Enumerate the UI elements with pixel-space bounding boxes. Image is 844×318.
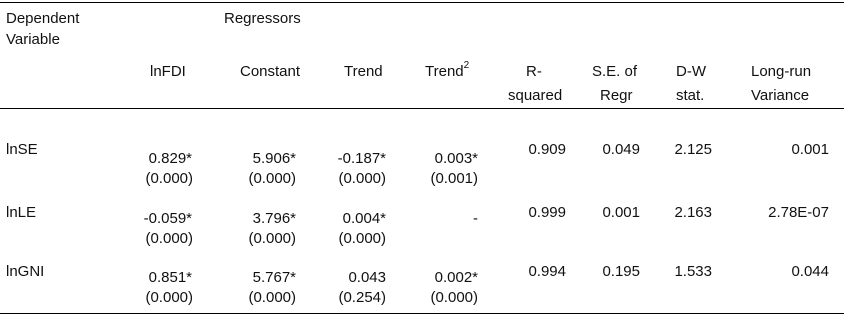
header-r-squared-2: squared	[508, 87, 563, 104]
cell-trend: 0.043	[348, 269, 386, 286]
header-trend: Trend	[344, 63, 383, 80]
header-rule	[0, 108, 844, 109]
cell-dw: 2.163	[674, 204, 712, 221]
cell-constant: 3.796*	[252, 210, 296, 227]
cell-constant-p: (0.000)	[248, 289, 296, 306]
header-dw-1: D-W	[676, 63, 706, 80]
cell-lnfdi-p: (0.000)	[145, 230, 193, 247]
cell-constant-p: (0.000)	[248, 170, 296, 187]
cell-se-regr: 0.195	[602, 263, 640, 280]
cell-trend: -0.187*	[337, 150, 386, 167]
header-dependent: Dependent	[6, 10, 80, 27]
row-label-lnse: lnSE	[6, 141, 38, 158]
header-constant: Constant	[240, 63, 301, 80]
header-longrun-1: Long-run	[751, 63, 812, 80]
cell-lnfdi-p: (0.000)	[145, 170, 193, 187]
cell-r-squared: 0.909	[528, 141, 566, 158]
cell-lnfdi: 0.851*	[148, 269, 192, 286]
header-dw-2: stat.	[676, 87, 705, 104]
cell-constant: 5.767*	[252, 269, 296, 286]
cell-trend2: 0.003*	[434, 150, 478, 167]
cell-dw: 1.533	[674, 263, 712, 280]
cell-trend-p: (0.000)	[338, 170, 386, 187]
cell-se-regr: 0.049	[602, 141, 640, 158]
header-r-squared-1: R-	[526, 63, 542, 80]
header-lnfdi: lnFDI	[150, 63, 186, 80]
cell-se-regr: 0.001	[602, 204, 640, 221]
cell-r-squared: 0.994	[528, 263, 566, 280]
cell-longrun: 0.001	[791, 141, 829, 158]
row-label-lngni: lnGNI	[6, 263, 45, 280]
header-trend2-base: Trend	[425, 63, 464, 80]
header-regressors: Regressors	[224, 10, 301, 27]
cell-longrun: 2.78E-07	[768, 204, 829, 221]
header-variable: Variable	[6, 31, 60, 48]
bottom-rule	[0, 313, 844, 314]
cell-r-squared: 0.999	[528, 204, 566, 221]
header-trend2-sup: 2	[463, 60, 470, 71]
cell-trend: 0.004*	[342, 210, 386, 227]
cell-trend2-p: (0.001)	[430, 170, 478, 187]
header-se-regr-1: S.E. of	[592, 63, 638, 80]
cell-lnfdi: -0.059*	[143, 210, 192, 227]
cell-trend2: 0.002*	[434, 269, 478, 286]
cell-lnfdi: 0.829*	[148, 150, 192, 167]
cell-trend2-p: (0.000)	[430, 289, 478, 306]
row-label-lnle: lnLE	[6, 204, 37, 221]
cell-lnfdi-p: (0.000)	[145, 289, 193, 306]
cell-trend2: -	[473, 210, 478, 227]
header-longrun-2: Variance	[751, 87, 810, 104]
cell-trend-p: (0.254)	[338, 289, 386, 306]
cell-constant-p: (0.000)	[248, 230, 296, 247]
cell-constant: 5.906*	[252, 150, 296, 167]
header-trend2	[425, 62, 469, 82]
cell-trend-p: (0.000)	[338, 230, 386, 247]
top-rule	[0, 2, 844, 3]
cell-dw: 2.125	[674, 141, 712, 158]
header-se-regr-2: Regr	[600, 87, 633, 104]
cell-longrun: 0.044	[791, 263, 829, 280]
